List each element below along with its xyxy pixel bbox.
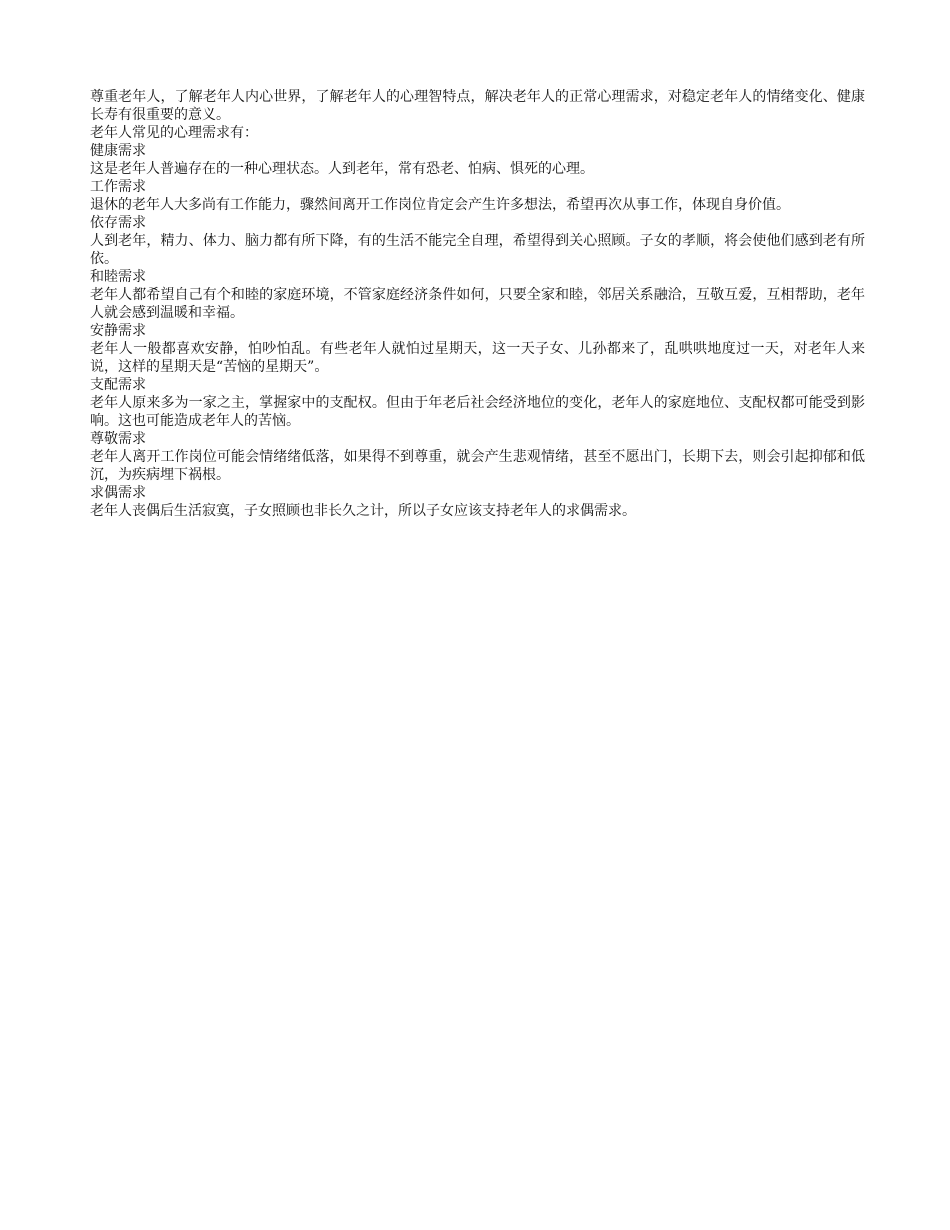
section-body-quiet: 老年人一般都喜欢安静，怕吵怕乱。有些老年人就怕过星期天，这一天子女、儿孙都来了，乱哄哄地度过一天，对老年人来说，这样的星期天是“苦恼的星期天”。 bbox=[90, 341, 865, 375]
section-heading-respect: 尊敬需求 bbox=[90, 431, 146, 447]
section-body-dependence: 人到老年，精力、体力、脑力都有所下降，有的生活不能完全自理，希望得到关心照顾。子女的孝顺，将会使他们感到老有所依。 bbox=[90, 233, 865, 267]
section-heading-work: 工作需求 bbox=[90, 179, 146, 195]
section-heading-control: 支配需求 bbox=[90, 377, 146, 393]
section-heading-dependence: 依存需求 bbox=[90, 215, 146, 231]
document-body bbox=[90, 88, 865, 520]
intro-paragraph: 尊重老年人，了解老年人内心世界，了解老年人的心理智特点，解决老年人的正常心理需求，对稳定老年人的情绪变化、健康长寿有很重要的意义。 bbox=[90, 89, 865, 123]
section-body-harmony: 老年人都希望自己有个和睦的家庭环境，不管家庭经济条件如何，只要全家和睦，邻居关系融洽，互敬互爱，互相帮助，老年人就会感到温暖和幸福。 bbox=[90, 287, 865, 321]
section-body-work: 退休的老年人大多尚有工作能力，骤然间离开工作岗位肯定会产生许多想法，希望再次从事工作，体现自身价值。 bbox=[90, 197, 790, 213]
section-body-control: 老年人原来多为一家之主，掌握家中的支配权。但由于年老后社会经济地位的变化，老年人的家庭地位、支配权都可能受到影响。这也可能造成老年人的苦恼。 bbox=[90, 395, 865, 429]
section-heading-harmony: 和睦需求 bbox=[90, 269, 146, 285]
section-body-health: 这是老年人普遍存在的一种心理状态。人到老年，常有恐老、怕病、惧死的心理。 bbox=[90, 161, 594, 177]
section-body-respect: 老年人离开工作岗位可能会情绪绪低落，如果得不到尊重，就会产生悲观情绪，甚至不愿出门，长期下去，则会引起抑郁和低沉，为疾病埋下祸根。 bbox=[90, 449, 865, 483]
section-heading-quiet: 安静需求 bbox=[90, 323, 146, 339]
section-body-companionship: 老年人丧偶后生活寂寞，子女照顾也非长久之计，所以子女应该支持老年人的求偶需求。 bbox=[90, 503, 636, 519]
section-heading-companionship: 求偶需求 bbox=[90, 485, 146, 501]
lead-paragraph: 老年人常见的心理需求有： bbox=[90, 125, 258, 141]
section-heading-health: 健康需求 bbox=[90, 143, 146, 159]
